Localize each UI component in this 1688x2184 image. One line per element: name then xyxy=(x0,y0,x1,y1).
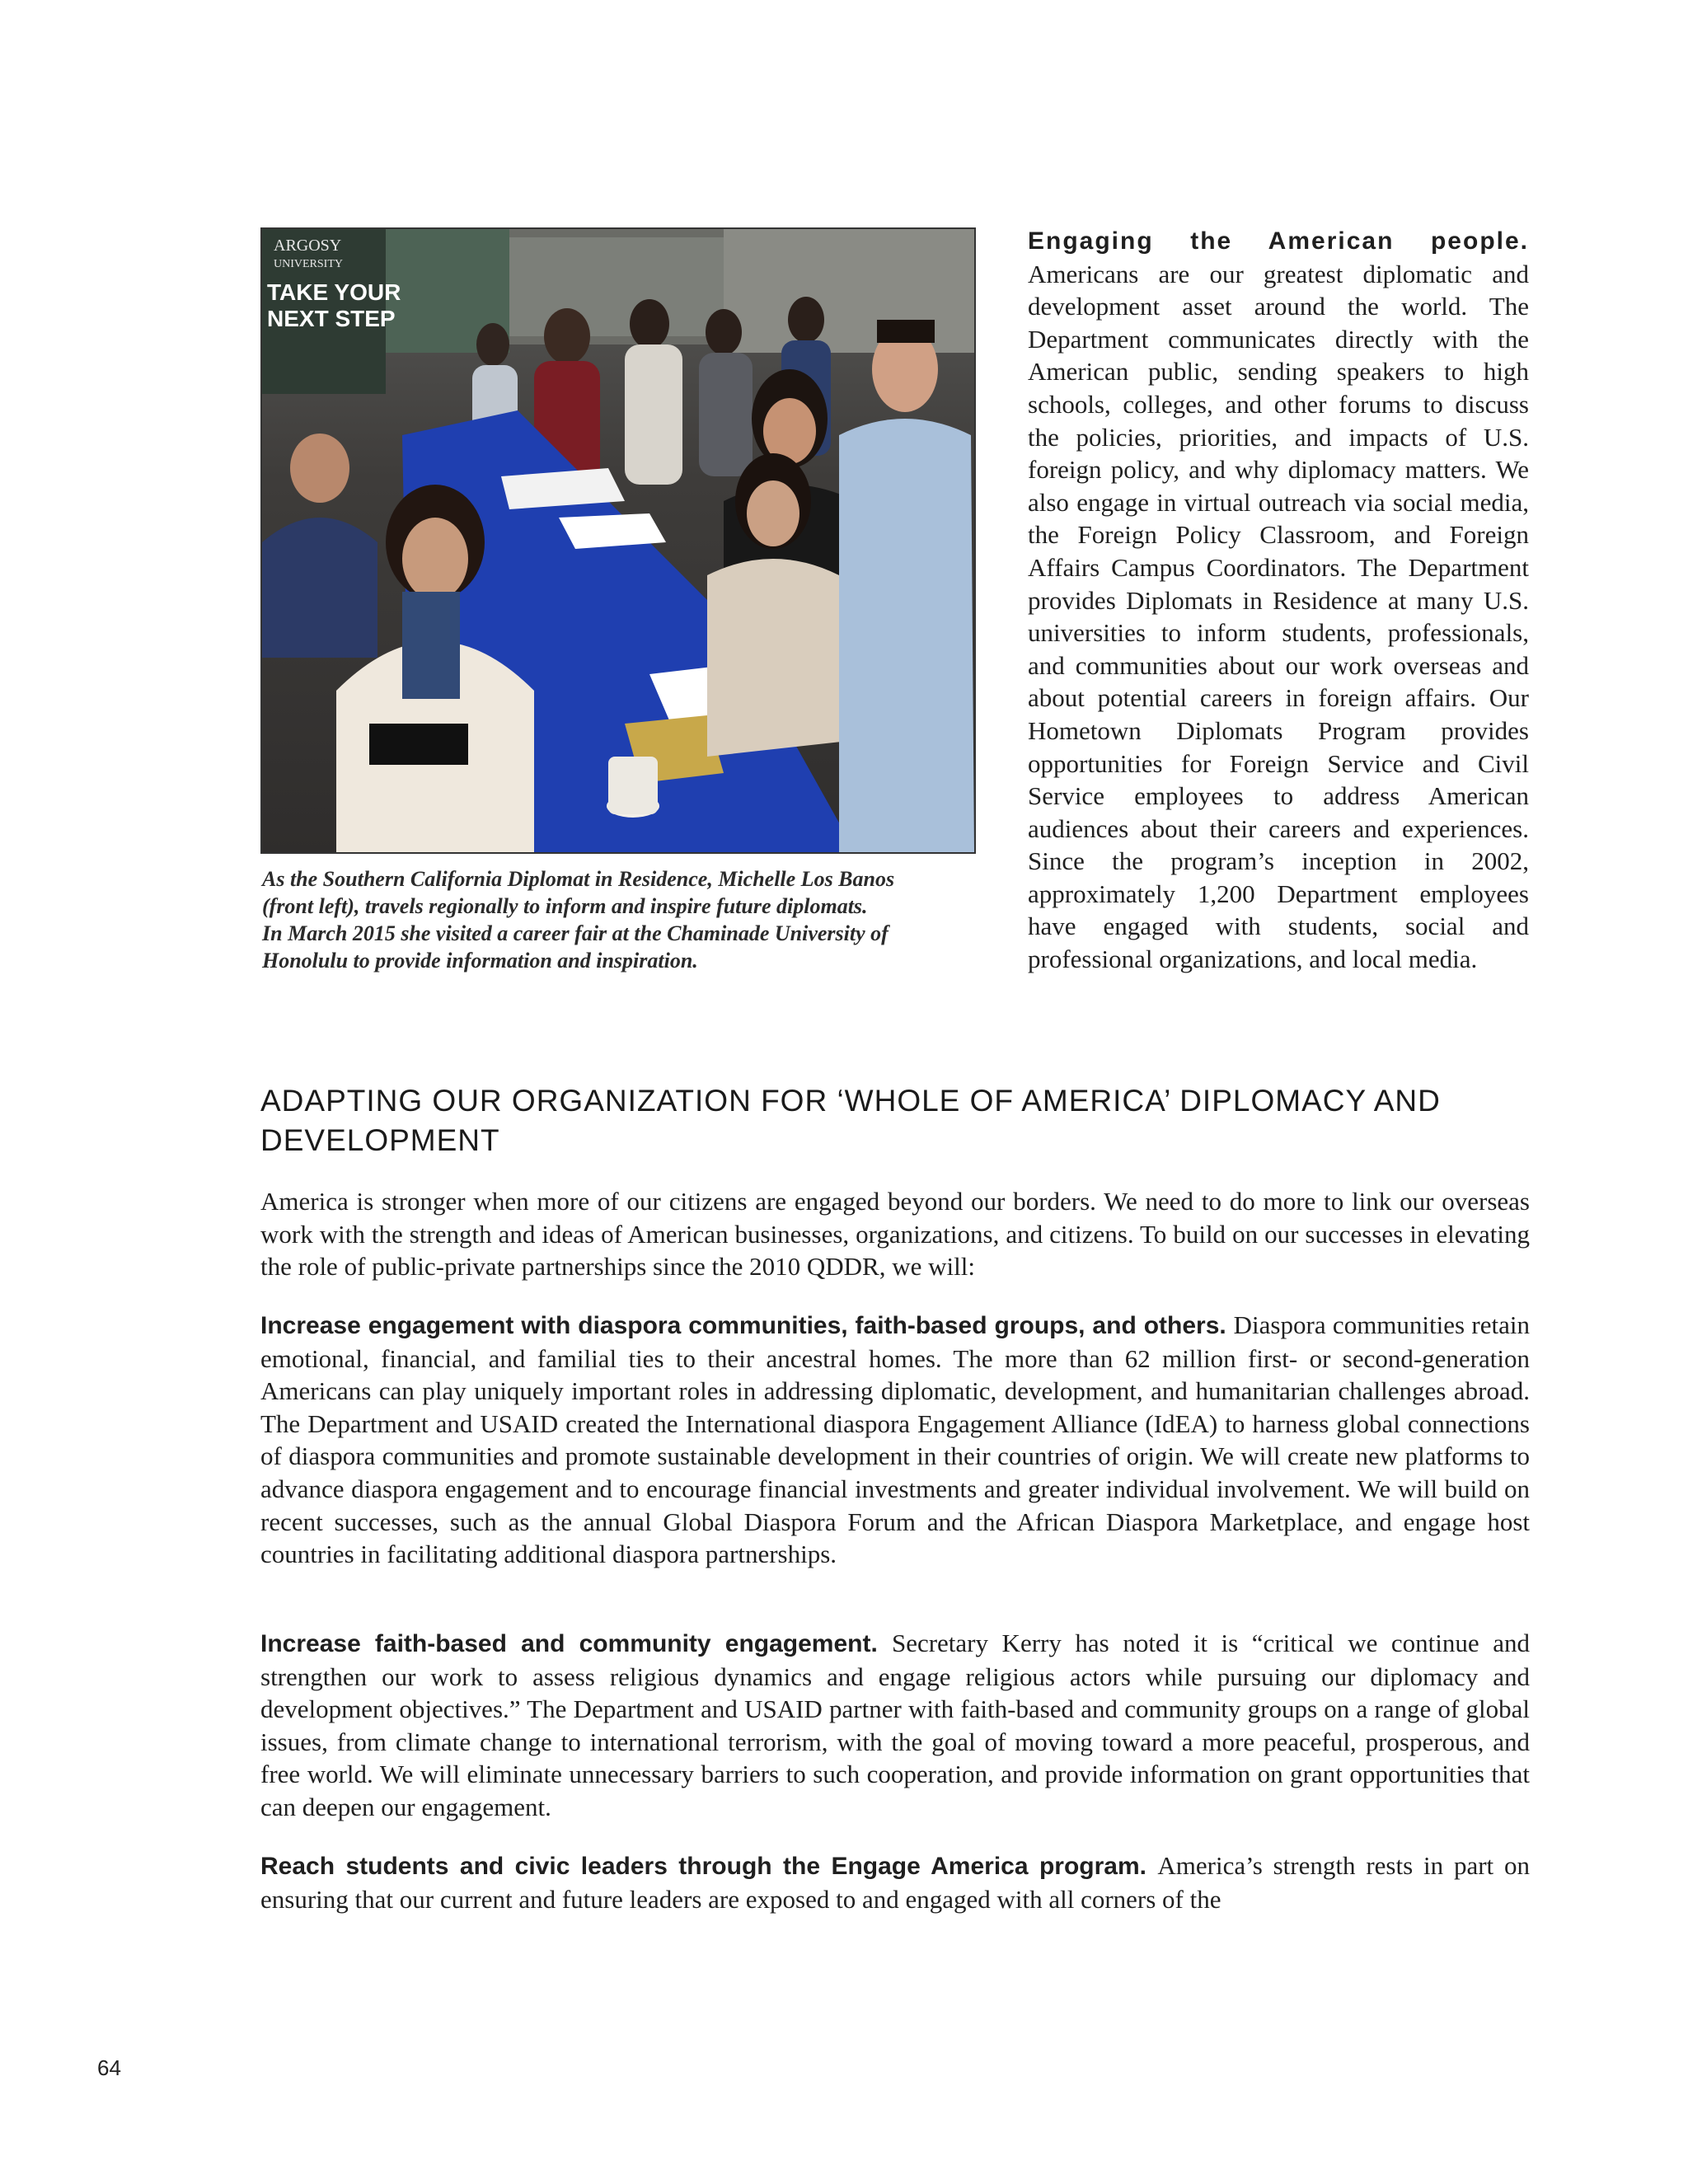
photo-caption xyxy=(262,865,979,974)
caption-line: Honolulu to provide information and inspiration. xyxy=(262,949,698,972)
paragraph-body: Americans are our greatest diplomatic and development asset around the world. The Department communicates directly with the American public, sending speakers to high schools, colleges, and other forums to discuss the policies, priorities, and impacts of U.S. foreign policy, and why diplomacy matters. We also engage in virtual outreach via social media, the Foreign Policy Classroom, and Foreign Affairs Campus Coordinators. The Department provides Diplomats in Residence at many U.S. universities to inform students, professionals, and communities about our work overseas and about potential careers in foreign affairs. Our Hometown Diplomats Program provides opportunities for Foreign Service and Civil Service employees to address American audiences about their careers and experiences. Since the program’s inception in 2002, approximately 1,200 Department employees have engaged with students, social and professional organizations, and local media. xyxy=(1028,259,1529,974)
photo-sign-text: TAKE YOUR xyxy=(267,279,401,305)
caption-line: (front left), travels regionally to inform and inspire future diplomats. xyxy=(262,894,868,918)
paragraph-body: Secretary Kerry has noted it is “critical we continue and strengthen our work to assess religious dynamics and engage religious actors while pursuing our diplomacy and development objectives.” The Department and USAID partner with faith-based and community groups on a range of global issues, from climate change to international terrorism, with the goal of moving toward a more peaceful, prosperous, and free world. We will eliminate unnecessary barriers to such cooperation, and provide information on grant opportunities that can deepen our engagement. xyxy=(260,1629,1530,1821)
paragraph-lead: Reach students and civic leaders through the Engage America program. xyxy=(260,1853,1158,1880)
photo-sign-text: ARGOSY xyxy=(274,237,342,255)
engage-america-paragraph xyxy=(260,1849,1530,1915)
section-intro: America is stronger when more of our citizens are engaged beyond our borders. We need to do more to link our overseas work with the strength and ideas of American businesses, organizations, and citizens. To build on our successes in elevating the role of public-private partnerships since the 2010 QDDR, we will: xyxy=(260,1187,1530,1282)
engaging-american-people-paragraph xyxy=(1028,224,1529,976)
faith-based-paragraph xyxy=(260,1627,1530,1824)
paragraph-lead: Increase faith-based and community engagement. xyxy=(260,1630,892,1657)
section-heading: ADAPTING OUR ORGANIZATION FOR ‘WHOLE OF AMERICA’ DIPLOMACY AND DEVELOPMENT xyxy=(260,1084,1441,1157)
paragraph-body: Diaspora communities retain emotional, financial, and familial ties to their ancestral homes. The more than 62 million first- or second-generation Americans can play uniquely important roles in addressing diplomatic, development, and humanitarian challenges abroad. The Department and USAID created the International diaspora Engagement Alliance (IdEA) to harness global connections of diaspora communities and promote sustainable development in their countries of origin. We will create new platforms to advance diaspora engagement and to encourage financial investments and greater individual involvement. We will build on recent successes, such as the annual Global Diaspora Forum and the African Diaspora Marketplace, and engage host countries in facilitating additional diaspora partnerships. xyxy=(260,1310,1530,1569)
page-number: 64 xyxy=(97,2055,121,2080)
caption-line: As the Southern California Diplomat in Residence, Michelle Los Banos xyxy=(262,867,895,891)
diaspora-paragraph xyxy=(260,1309,1530,1571)
paragraph-lead: Engaging the American people. xyxy=(1028,227,1529,255)
photo-sign-text: NEXT STEP xyxy=(267,306,396,331)
paragraph-lead: Increase engagement with diaspora communities, faith-based groups, and others. xyxy=(260,1312,1234,1339)
paragraph-body: America’s strength rests in part on ensuring that our current and future leaders are exposed to and engaged with all corners of the xyxy=(260,1851,1530,1914)
photo-sign-text: UNIVERSITY xyxy=(274,258,343,270)
caption-line: In March 2015 she visited a career fair at the Chaminade University of xyxy=(262,921,889,945)
career-fair-photo xyxy=(260,227,976,854)
